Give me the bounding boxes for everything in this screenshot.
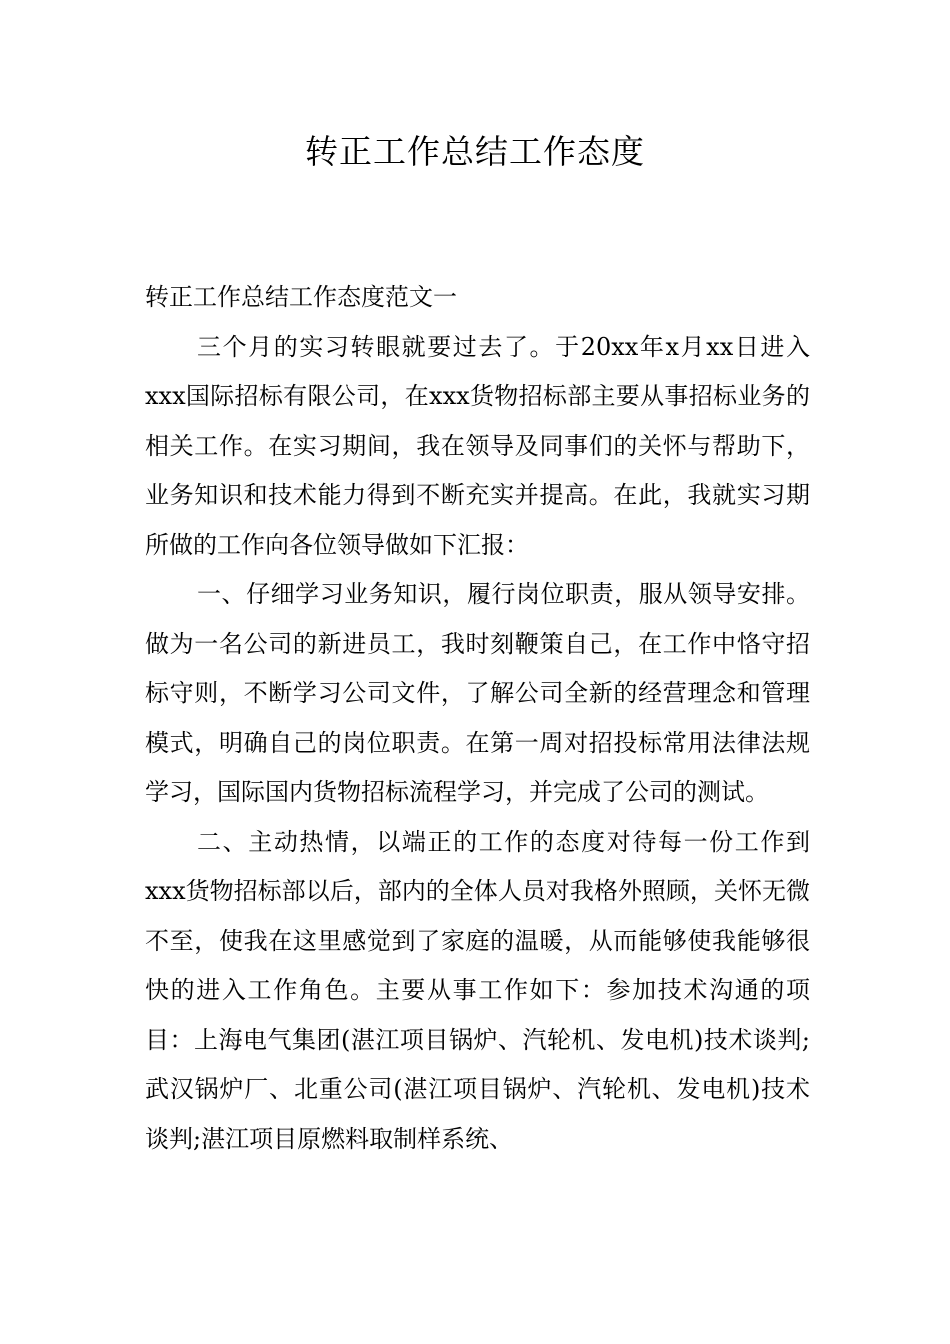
paragraph-intro: 三个月的实习转眼就要过去了。于20xx年x月xx日进入xxx国际招标有限公司，在xxx货物招标部主要从事招标业务的相关工作。在实习期间，我在领导及同事们的关怀与帮助下，业务知识和技术能力得到不断充实并提高。在此，我就实习期所做的工作向各位领导做如下汇报： <box>145 332 810 559</box>
document-title: 转正工作总结工作态度 <box>305 132 645 171</box>
document-body <box>145 273 810 1164</box>
paragraph-section-two: 二、主动热情，以端正的工作的态度对待每一份工作到xxx货物招标部以后，部内的全体人员对我格外照顾，关怀无微不至，使我在这里感觉到了家庭的温暖，从而能够使我能够很快的进入工作角色。主要从事工作如下：参加技术沟通的项目：上海电气集团(湛江项目锅炉、汽轮机、发电机)技术谈判;武汉锅炉厂、北重公司(湛江项目锅炉、汽轮机、发电机)技术谈判;湛江项目原燃料取制样系统、 <box>145 827 810 1153</box>
paragraph-section-one: 一、仔细学习业务知识，履行岗位职责，服从领导安排。做为一名公司的新进员工，我时刻鞭策自己，在工作中恪守招标守则，不断学习公司文件，了解公司全新的经营理念和管理模式，明确自己的岗位职责。在第一周对招投标常用法律法规学习，国际国内货物招标流程学习，并完成了公司的测试。 <box>145 580 810 806</box>
document-subtitle: 转正工作总结工作态度范文一 <box>145 283 457 311</box>
